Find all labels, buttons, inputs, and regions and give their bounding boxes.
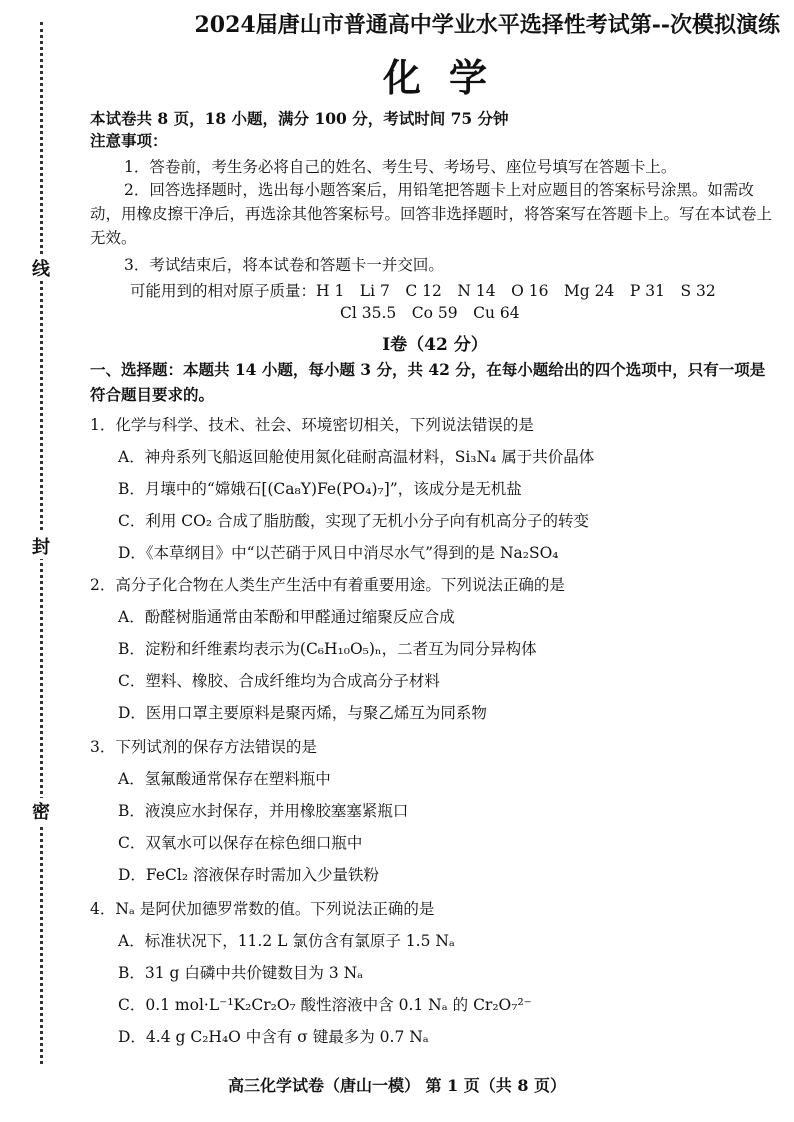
page-footer: 高三化学试卷（唐山一模） 第 1 页（共 8 页） [227, 1076, 567, 1095]
question-1-option-d: D．《本草纲目》中“以芒硝于风日中消尽水气”得到的是 Na₂SO₄ [118, 544, 559, 562]
atomic-masses-line-1: 可能用到的相对原子质量：H 1 Li 7 C 12 N 14 O 16 Mg 24 P 31 S 32 [130, 282, 716, 300]
note-1: 1．答卷前，考生务必将自己的姓名、考生号、考场号、座位号填写在答题卡上。 [124, 158, 677, 176]
binding-word-seal: 封 [26, 533, 56, 559]
note-2: 2．回答选择题时，选出每小题答案后，用铅笔把答题卡上对应题目的答案标号涂黑。如需改动，用橡皮擦干净后，再选涂其他答案标号。回答非选择题时，将答案写在答题卡上。写在本试卷上无效。 [90, 181, 773, 247]
subject-title: 化学 [382, 55, 515, 100]
question-3-option-d: D．FeCl₂ 溶液保存时需加入少量铁粉 [118, 866, 379, 884]
question-4-option-a: A．标准状况下，11.2 L 氯仿含有氯原子 1.5 Nₐ [118, 932, 455, 950]
atomic-masses-line-2: Cl 35.5 Co 59 Cu 64 [340, 304, 520, 322]
exam-title: 2024届唐山市普通高中学业水平选择性考试第--次模拟演练 [194, 12, 780, 38]
exam-page [90, 8, 780, 1047]
question-1-stem: 1．化学与科学、技术、社会、环境密切相关，下列说法错误的是 [90, 416, 534, 434]
note-3: 3．考试结束后，将本试卷和答题卡一并交回。 [124, 256, 444, 274]
question-4-option-c: C．0.1 mol·L⁻¹K₂Cr₂O₇ 酸性溶液中含 0.1 Nₐ 的 Cr₂O₇²⁻ [118, 996, 532, 1014]
question-3-option-b: B．液溴应水封保存，并用橡胶塞塞紧瓶口 [118, 802, 409, 820]
question-2-option-a: A．酚醛树脂通常由苯酚和甲醛通过缩聚反应合成 [118, 608, 455, 626]
question-3-option-a: A．氢氟酸通常保存在塑料瓶中 [118, 770, 331, 788]
binding-word-secret: 密 [26, 798, 56, 824]
question-1-option-a: A．神舟系列飞船返回舱使用氮化硅耐高温材料，Si₃N₄ 属于共价晶体 [118, 448, 595, 466]
question-3-stem: 3．下列试剂的保存方法错误的是 [90, 738, 317, 756]
question-4-option-d: D．4.4 g C₂H₄O 中含有 σ 键最多为 0.7 Nₐ [118, 1028, 429, 1046]
section-title: Ⅰ卷（42 分） [382, 335, 488, 355]
section-instructions: 一、选择题：本题共 14 小题，每小题 3 分，共 42 分，在每小题给出的四个选项中，只有一项是符合题目要求的。 [90, 360, 766, 404]
question-4-option-b: B．31 g 白磷中共价键数目为 3 Nₐ [118, 964, 364, 982]
question-3-option-c: C．双氧水可以保存在棕色细口瓶中 [118, 834, 363, 852]
notes-heading: 注意事项： [90, 131, 168, 150]
question-2-option-d: D．医用口罩主要原料是聚丙烯，与聚乙烯互为同系物 [118, 704, 487, 722]
question-4-stem: 4．Nₐ 是阿伏加德罗常数的值。下列说法正确的是 [90, 900, 435, 918]
question-2-stem: 2．高分子化合物在人类生产生活中有着重要用途。下列说法正确的是 [90, 576, 565, 594]
question-2-option-b: B．淀粉和纤维素均表示为(C₆H₁₀O₅)ₙ，二者互为同分异构体 [118, 640, 537, 658]
question-1-option-b: B．月壤中的“嫦娥石[(Ca₈Y)Fe(PO₄)₇]”，该成分是无机盐 [118, 480, 522, 498]
question-2-option-c: C．塑料、橡胶、合成纤维均为合成高分子材料 [118, 672, 440, 690]
binding-word-line: 线 [26, 255, 56, 281]
exam-info: 本试卷共 8 页，18 小题，满分 100 分，考试时间 75 分钟 [90, 109, 509, 128]
question-1-option-c: C．利用 CO₂ 合成了脂肪酸，实现了无机小分子向有机高分子的转变 [118, 512, 589, 530]
